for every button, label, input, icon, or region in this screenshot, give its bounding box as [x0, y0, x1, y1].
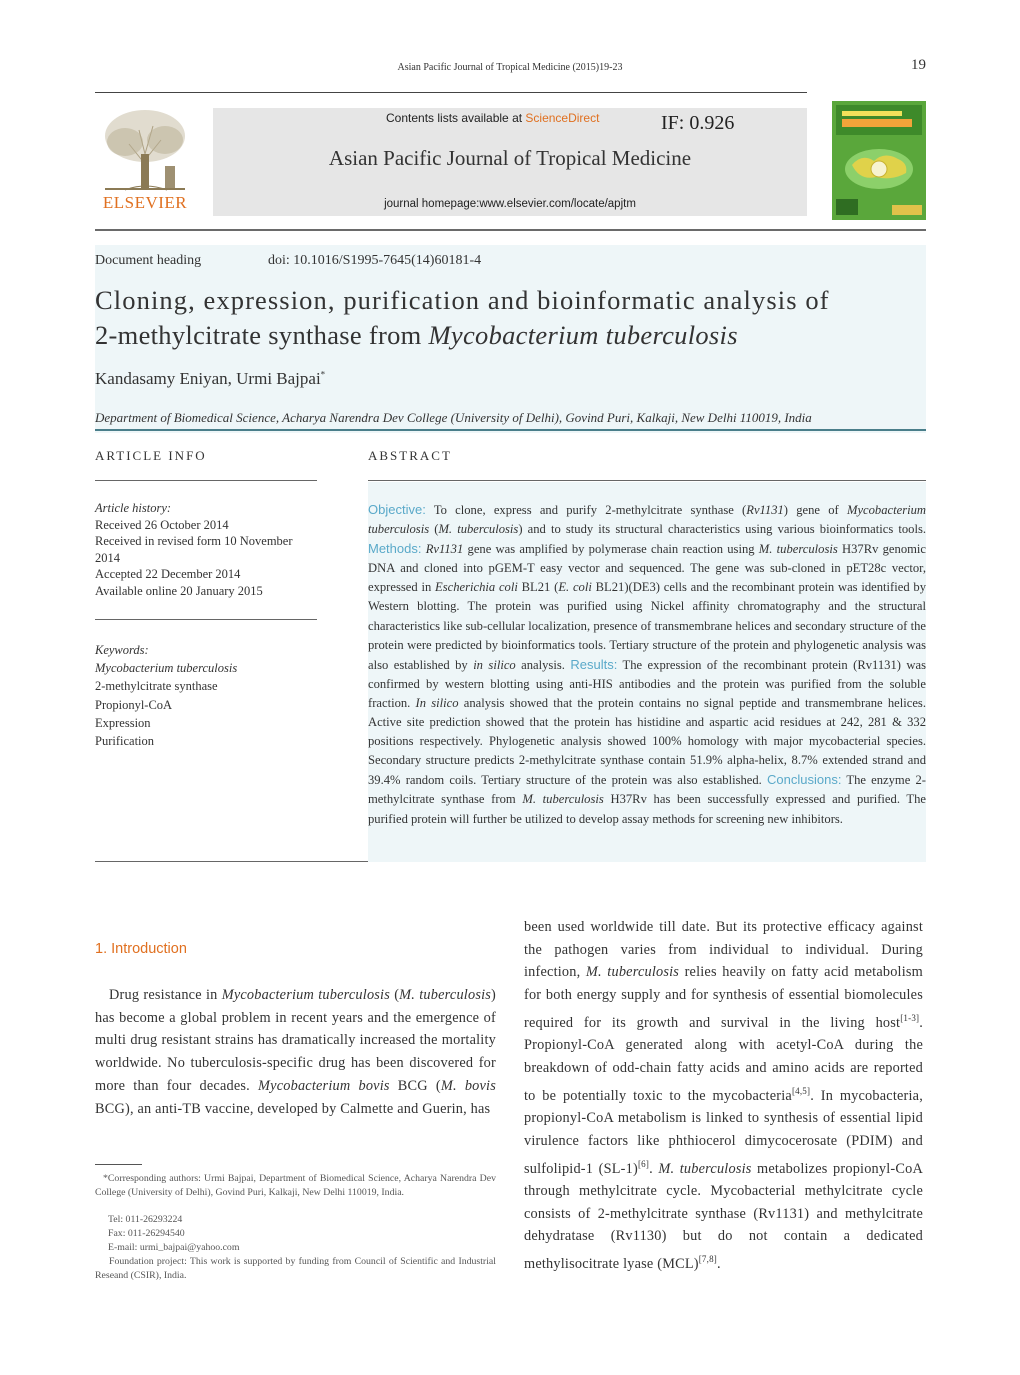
article-title — [95, 283, 926, 353]
species-abbr: M. bovis — [440, 1077, 496, 1094]
intro-right-column — [524, 916, 923, 1276]
species-abbr: E. coli — [558, 580, 592, 595]
header-divider — [95, 229, 926, 231]
abstract-span: H37Rv genomic DNA and cloned into pGEM-T easy vector and sequenced. The gene was sub-cloned in pET28c vector, expressed in — [368, 542, 927, 595]
body-span: metabolizes propionyl-CoA through methylcitrate cycle. Mycobacterial methylcitrate cycle consists of 2-methylcitrate synthase (Rv1131) and methylcitrate dehydratase (Rv1130) but do not contain a dedicated methylisocitrate lyase (MCL) — [524, 1160, 924, 1272]
article-history — [95, 500, 317, 599]
gene-name: Rv1131 — [746, 503, 784, 517]
body-span: relies heavily on fatty acid metabolism for both energy supply and for synthesis of essential biomolecules required for its growth and survival in the living host — [524, 964, 923, 1031]
abstract-heading: ABSTRACT — [368, 448, 452, 463]
body-span: BCG ( — [389, 1077, 441, 1094]
gene-name: Rv1131 — [425, 542, 464, 557]
abstract-text — [368, 500, 926, 829]
revised-date: Received in revised form 10 November 2014 — [95, 534, 293, 565]
methods-label: Methods: — [368, 541, 422, 557]
body-span: . In mycobacteria, propionyl-CoA metabolism is linked to synthesis of essential lipid virulence factors like phthiocerol dimycocerosate (PDIM) and sulfolipid-1 (SL-1) — [524, 1087, 923, 1177]
keyword: Mycobacterium tuberculosis — [95, 661, 238, 676]
accepted-date: Accepted 22 December 2014 — [95, 567, 241, 581]
author-names: Kandasamy Eniyan, Urmi Bajpai — [95, 369, 321, 388]
keyword: 2-methylcitrate synthase — [95, 679, 218, 694]
title-line-2-prefix: 2-methylcitrate synthase from — [95, 320, 429, 350]
history-label: Article history: — [95, 501, 172, 515]
intro-left-column — [95, 984, 496, 1120]
citation[interactable]: [1-3] — [900, 1012, 920, 1023]
body-span: BCG), an anti-TB vaccine, developed by Calmette and Guerin, has — [95, 1100, 491, 1117]
species-name: Mycobacterium tuberculosis — [221, 987, 390, 1003]
abstract-span: ( — [429, 522, 439, 537]
document-heading-label: Document heading — [95, 253, 202, 268]
page-number: 19 — [911, 57, 926, 73]
corresponding-mark: * — [320, 369, 326, 380]
abstract-span: The expression of the recombinant protein (Rv1131) was confirmed by western blotting using anti-HIS antibodies and the protein was purified from the soluble fraction. — [368, 657, 926, 710]
abstract-span: The enzyme 2-methylcitrate synthase from — [368, 773, 926, 807]
footnote-corresponding: *Corresponding authors: Urmi Bajpai, Department of Biomedical Science, Acharya Narendra Dev College (University of Delhi), Govind Puri, Kalkaji, New Delhi 110019, India. — [95, 1173, 496, 1198]
objective-label: Objective: — [368, 502, 426, 517]
body-span: . — [716, 1255, 721, 1272]
keyword: Propionyl-CoA — [95, 697, 173, 712]
species-name: Mycobacterium bovis — [258, 1077, 390, 1094]
abstract-span: ) and to study its structural characteristics using various bioinformatics tools. — [518, 522, 926, 537]
abstract-span: BL21)(DE3) cells and the recombinant protein was identified by Western blotting. The protein was purified using Nickel affinity chromatography and the structural characteristics like sub-cellular localization, presence of transmembrane helices and secondary structure of the protein were predicted by bioinformatics tools. Tertiary structure of the protein and phylogenetic analysis was also established by — [368, 580, 926, 672]
body-span: ( — [390, 987, 400, 1003]
species-abbr: M. tuberculosis — [585, 964, 680, 981]
body-span: . — [649, 1160, 659, 1177]
abstract-span: To clone, express and purify 2-methylcitrate synthase ( — [425, 503, 747, 517]
results-label: Results: — [570, 656, 618, 672]
header-rule — [95, 92, 807, 93]
abstract-span: ) gene of — [783, 503, 847, 517]
latin-term: In silico — [415, 695, 459, 710]
species-abbr: M. tuberculosis — [522, 792, 604, 807]
history-rule — [95, 619, 317, 620]
footnote-email[interactable]: E-mail: urmi_bajpai@yahoo.com — [108, 1242, 240, 1253]
online-date: Available online 20 January 2015 — [95, 583, 263, 598]
species-abbr: M. tuberculosis — [658, 1160, 752, 1177]
latin-term: in silico — [473, 657, 516, 672]
authors — [95, 369, 325, 389]
species-abbr: M. tuberculosis — [438, 522, 519, 537]
conclusions-label: Conclusions: — [767, 772, 842, 788]
abstract-span: analysis. — [515, 657, 571, 672]
footnote-rule — [95, 1164, 142, 1165]
section-heading-introduction: 1. Introduction — [95, 941, 187, 957]
species-name: Escherichia coli — [435, 580, 518, 595]
title-divider — [95, 429, 926, 431]
citation[interactable]: [7,8] — [698, 1254, 717, 1265]
sciencedirect-link[interactable]: ScienceDirect — [525, 111, 600, 125]
body-span: ) has become a global problem in recent years and the emergence of multi drug resistant strains has dramatically increased the mortality worldwide. No tuberculosis-specific drug has been discovered for more than four decades. — [95, 987, 496, 1094]
article-info-heading: ARTICLE INFO — [95, 448, 207, 463]
abstract-rule — [368, 480, 926, 481]
citation[interactable]: [4,5] — [791, 1085, 811, 1096]
journal-homepage[interactable]: journal homepage:www.elsevier.com/locate/apjtm — [384, 198, 636, 210]
body-span: been used worldwide till date. But its protective efficacy against the pathogen varies from individual to individual. During infection, — [524, 919, 923, 981]
received-date: Received 26 October 2014 — [95, 517, 229, 532]
elsevier-wordmark: ELSEVIER — [102, 193, 188, 212]
keywords-block — [95, 641, 317, 750]
article-info-rule — [95, 480, 317, 481]
species-abbr: M. tuberculosis — [758, 542, 838, 557]
impact-factor: IF: 0.926 — [661, 112, 735, 134]
footnote-tel: Tel: 011-26293224 — [108, 1214, 183, 1225]
abstract-span: gene was amplified by polymerase chain reaction using — [463, 542, 759, 557]
doi[interactable]: doi: 10.1016/S1995-7645(14)60181-4 — [268, 253, 482, 268]
title-line-2 — [95, 318, 926, 353]
species-name: Mycobacterium tuberculosis — [368, 503, 926, 537]
contents-prefix: Contents lists available at — [386, 111, 526, 125]
abstract-span: H37Rv has been successfully expressed and purified. The purified protein will further be utilized to develop assay methods for screening new inhibitors. — [368, 792, 927, 826]
title-species: Mycobacterium tuberculosis — [428, 320, 738, 350]
title-line-1: Cloning, expression, purification and bioinformatic analysis of — [95, 285, 830, 315]
affiliation: Department of Biomedical Science, Acharya Narendra Dev College (University of Delhi), Govind Puri, Kalkaji, New Delhi 110019, India — [95, 410, 812, 425]
body-span: . Propionyl-CoA generated along with acetyl-CoA during the breakdown of odd-chain fatty acids and amino acids are reported to be potentially toxic to the mycobacteria — [524, 1014, 923, 1104]
footnote-funding: Foundation project: This work is supported by funding from Council of Scientific and Industrial Reseand (CSIR), India. — [95, 1256, 496, 1281]
running-head: Asian Pacific Journal of Tropical Medicine (2015)19-23 — [397, 62, 623, 73]
abstract-span: analysis showed that the protein contains no signal peptide and transmembrane helices. Active site prediction showed that the protein has histidine and aspartic acid residues at 242, 281 & 332 positions respectively. Phylogenetic analysis showed 100% homology with major mycobacterial species. Secondary structure predicts 2-methylcitrate synthase contain 51.9% alpha-helix, 8.7% extended strand and 39.4% random coils. Tertiary structure of the protein was also established. — [368, 695, 926, 788]
species-abbr: M. tuberculosis — [399, 987, 492, 1003]
keywords-label: Keywords: — [95, 643, 149, 657]
footnote-fax: Fax: 011-26294540 — [108, 1228, 185, 1239]
contents-line — [386, 111, 599, 125]
keyword: Expression — [95, 715, 151, 730]
keyword: Purification — [95, 734, 155, 749]
journal-cover-image — [832, 101, 926, 220]
body-span: Drug resistance in — [109, 987, 222, 1003]
journal-title: Asian Pacific Journal of Tropical Medicine — [328, 146, 692, 170]
abstract-span: BL21 ( — [517, 580, 559, 595]
citation[interactable]: [6] — [637, 1158, 650, 1169]
